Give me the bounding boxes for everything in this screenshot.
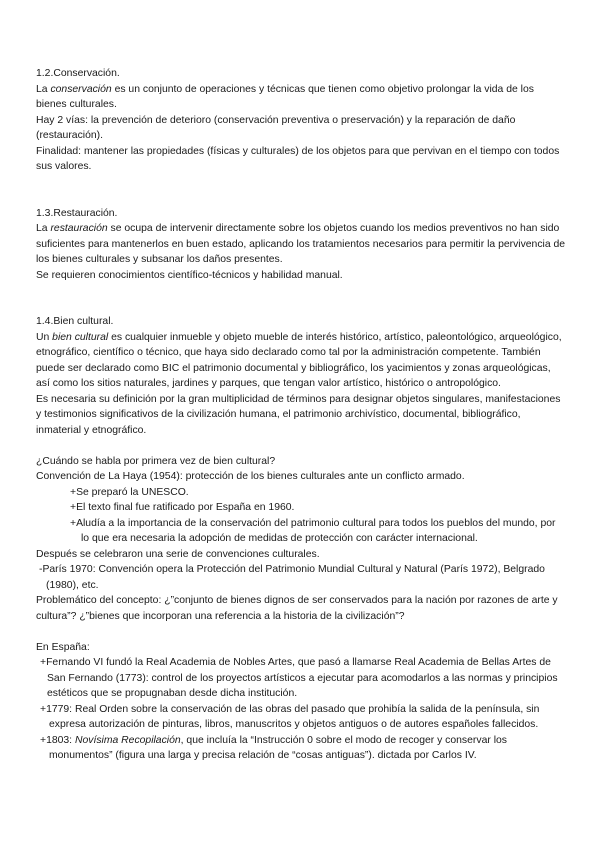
paragraph	[36, 221, 566, 268]
text: La	[36, 223, 51, 234]
paragraph: Es necesaria su definición por la gran multiplicidad de términos para designar objetos singulares, manifestaciones y testimonios significativos de la civilización humana, el patrimonio archivístico, documental, bibliográfico, inmaterial y etnográfico.	[36, 393, 561, 436]
text: +1803:	[40, 734, 75, 746]
term: restauración	[50, 223, 108, 234]
text: es un conjunto de operaciones y técnicas que tienen como objetivo prolongar la vida de los bienes culturales.	[36, 83, 534, 110]
text: , que incluía la “Instrucción 0 sobre el modo de recoger y conservar los monumentos” (figura una larga y precisa relación de “cosas antiguas”). dictada por Carlos IV.	[49, 734, 507, 761]
list-item	[36, 733, 566, 764]
paragraph: Finalidad: mantener las propiedades (físicas y culturales) de los objetos para que pervivan en el tiempo con todos sus valores.	[36, 145, 560, 172]
paragraph: Convención de La Haya (1954): protección de los bienes culturales ante un conflicto armado.	[36, 471, 465, 482]
term: bien cultural	[52, 331, 109, 343]
list-item: +Aludía a la importancia de la conservación del patrimonio cultural para todos los pueblos del mundo, por lo que era necesaria la adopción de medidas de protección con carácter internacional.	[70, 517, 556, 544]
document-page	[36, 66, 566, 764]
text: Un	[36, 331, 53, 343]
list-item: -París 1970: Convención opera la Protección del Patrimonio Mundial Cultural y Natural (París 1972), Belgrado (1980), etc.	[39, 564, 545, 591]
term: conservación	[50, 83, 112, 95]
paragraph	[36, 82, 566, 113]
list-item: +Se preparó la UNESCO.	[70, 486, 189, 498]
list-item: +1779: Real Orden sobre la conservación de las obras del pasado que prohibía la salida de la península, sin expresa autorización de pinturas, libros, manuscritos y objetos antiguos o de autores españoles fallecidos.	[40, 703, 540, 730]
section-title: 1.3.Restauración.	[36, 207, 118, 219]
paragraph: Problemático del concepto: ¿”conjunto de bienes dignos de ser conservados para la nación por razones de arte y cultura”? ¿”bienes que incorporan una referencia a la historia de la civilización”?	[36, 595, 558, 622]
paragraph: Después se celebraron una serie de convenciones culturales.	[36, 548, 320, 560]
section-bien-cultural	[36, 314, 566, 438]
question: ¿Cuándo se habla por primera vez de bien cultural?	[36, 455, 276, 467]
text: es cualquier inmueble y objeto mueble de interés histórico, artístico, paleontológico, arqueológico, etnográfico, científico o técnico, que haya sido declarado como tal por la administración competente. También puede ser declarado como BIC el patrimonio documental y bibliográfico, los yacimientos y zonas arqueológicas, así como los sitios naturales, jardines y parques, que tengan valor artístico, histórico o antropológico.	[36, 331, 562, 389]
paragraph: Hay 2 vías: la prevención de deterioro (conservación preventiva o preservación) y la reparación de daño (restauración).	[36, 114, 516, 141]
section-title: 1.4.Bien cultural.	[36, 316, 114, 327]
list-item: +Fernando VI fundó la Real Academia de Nobles Artes, que pasó a llamarse Real Academia de Bellas Artes de San Fernando (1773): control de los proyectos artísticos a ejecutar para acomodarlos a las normas y principios estéticos que se propugnaban desde dicha institución.	[40, 657, 558, 699]
paragraph: Se requieren conocimientos científico-técnicos y habilidad manual.	[36, 269, 343, 281]
text: se ocupa de intervenir directamente sobre los objetos cuando los medios preventivos no han sido suficientes para mantenerlos en buen estado, aplicando los tratamientos necesarios para permitir la pervivencia de los bienes culturales y subsanar los daños presentes.	[36, 223, 566, 265]
section-espana	[36, 640, 566, 764]
section-title: 1.2.Conservación.	[36, 68, 120, 79]
section-historia	[36, 454, 566, 625]
list-item: +El texto final fue ratificado por España en 1960.	[70, 502, 295, 513]
section-title: En España:	[36, 641, 90, 653]
section-conservacion	[36, 66, 566, 175]
text: La	[36, 83, 51, 95]
paragraph	[36, 330, 566, 392]
term: Novísima Recopilación	[74, 734, 181, 746]
section-restauracion	[36, 206, 566, 284]
